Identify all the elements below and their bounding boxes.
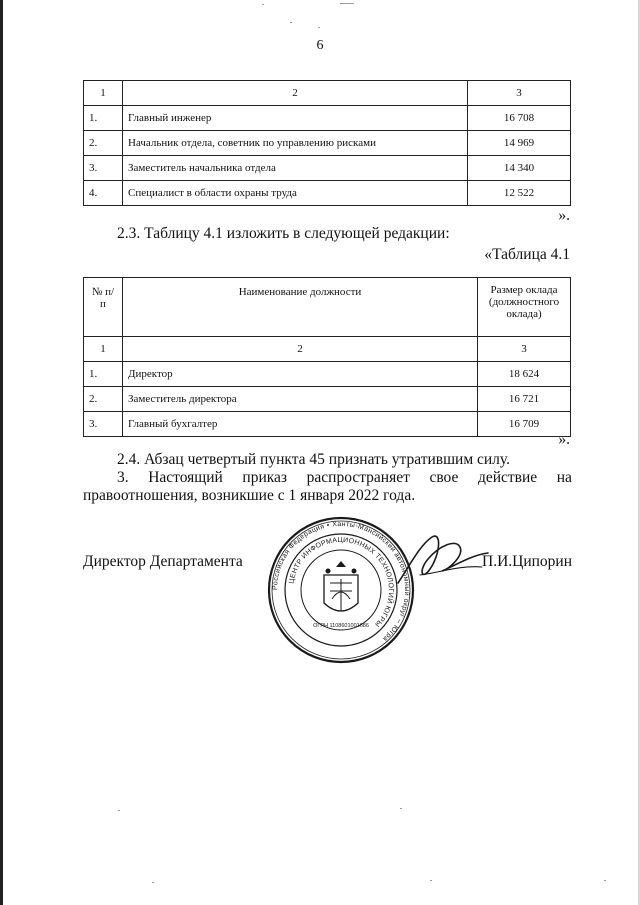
- salary-value: 16 709: [478, 412, 571, 437]
- item-3-word: действие: [477, 469, 538, 486]
- coat-of-arms-icon: [324, 561, 358, 611]
- positions-salary-table: [83, 80, 571, 206]
- table-row: [84, 412, 571, 437]
- item-3-continuation: правоотношения, возникшие с 1 января 2022 года.: [83, 487, 416, 504]
- table-row: [84, 362, 571, 387]
- column-index: 2: [123, 337, 478, 362]
- position-name: Главный инженер: [123, 106, 468, 131]
- table-header-cell: 2: [123, 81, 468, 106]
- scan-speck: [318, 27, 320, 28]
- scan-speck: [118, 810, 120, 811]
- column-index: 1: [84, 337, 123, 362]
- salary-value: 14 969: [468, 131, 571, 156]
- row-number: 1.: [84, 362, 123, 387]
- position-name: Специалист в области охраны труда: [123, 181, 468, 206]
- position-name: Главный бухгалтер: [123, 412, 478, 437]
- seal-inner-text: ЦЕНТР ИНФОРМАЦИОННЫХ ТЕХНОЛОГИЙ ЮГРЫ: [288, 536, 395, 628]
- salary-value: 14 340: [468, 156, 571, 181]
- position-name: Директор: [123, 362, 478, 387]
- item-3-word: на: [556, 469, 572, 486]
- salary-value: 16 721: [478, 387, 571, 412]
- item-3-word: 3.: [117, 469, 129, 486]
- column-index: 3: [478, 337, 571, 362]
- signatory-name: П.И.Ципорин: [482, 553, 573, 570]
- item-3-word: свое: [429, 469, 459, 486]
- scan-speck: [430, 880, 432, 881]
- row-number: 4.: [84, 181, 123, 206]
- table-row: [84, 106, 571, 131]
- table-row: [84, 156, 571, 181]
- column-header-position: Наименование должности: [123, 278, 478, 337]
- scan-speck: [340, 3, 354, 4]
- handwritten-signature: [390, 525, 495, 595]
- row-number: 2.: [84, 387, 123, 412]
- item-3-word: Настоящий: [148, 469, 223, 486]
- item-3-word: приказ: [242, 469, 288, 486]
- item-2-3-text: 2.3. Таблицу 4.1 изложить в следующей редакции:: [117, 225, 450, 242]
- svg-text:ЦЕНТР ИНФОРМАЦИОННЫХ ТЕХНОЛОГИ: [288, 537, 395, 628]
- position-name: Заместитель директора: [123, 387, 478, 412]
- table-header-row: [84, 81, 571, 106]
- salary-value: 18 624: [478, 362, 571, 387]
- table-row: [84, 131, 571, 156]
- seal-outer-text: Российская Федерация • Ханты-Мансийский автономный округ – Югра: [271, 520, 411, 643]
- quote-close-mark: ».: [558, 207, 570, 224]
- director-salary-table: [83, 277, 571, 437]
- position-name: Начальник отдела, советник по управлению рисками: [123, 131, 468, 156]
- column-header-salary: Размер оклада (должностного оклада): [478, 278, 571, 337]
- scan-speck: [152, 882, 154, 883]
- row-number: 3.: [84, 156, 123, 181]
- table-caption: «Таблица 4.1: [484, 246, 570, 263]
- scan-speck: [262, 4, 264, 5]
- table-row: [84, 181, 571, 206]
- table-index-row: [84, 337, 571, 362]
- row-number: 1.: [84, 106, 123, 131]
- signatory-position: Директор Департамента: [83, 553, 243, 570]
- table-header-cell: 1: [84, 81, 123, 106]
- table-header-row: [84, 278, 571, 337]
- seal-ogrn-text: ОГРН 1108601001686: [313, 623, 369, 629]
- table-header-cell: 3: [468, 81, 571, 106]
- position-name: Заместитель начальника отдела: [123, 156, 468, 181]
- scan-speck: [290, 22, 292, 23]
- row-number: 3.: [84, 412, 123, 437]
- item-3-first-line: [117, 469, 572, 487]
- table-row: [84, 387, 571, 412]
- salary-value: 16 708: [468, 106, 571, 131]
- page-number: 6: [316, 38, 324, 53]
- item-2-4-text: 2.4. Абзац четвертый пункта 45 признать утратившим силу.: [117, 451, 510, 468]
- row-number: 2.: [84, 131, 123, 156]
- scan-speck: [604, 880, 606, 881]
- item-3-word: распространяет: [306, 469, 410, 486]
- column-header-number: № п/п: [84, 278, 123, 337]
- salary-value: 12 522: [468, 181, 571, 206]
- page-left-edge: [0, 0, 3, 905]
- scan-speck: [400, 808, 402, 809]
- quote-close-mark: ».: [558, 431, 570, 448]
